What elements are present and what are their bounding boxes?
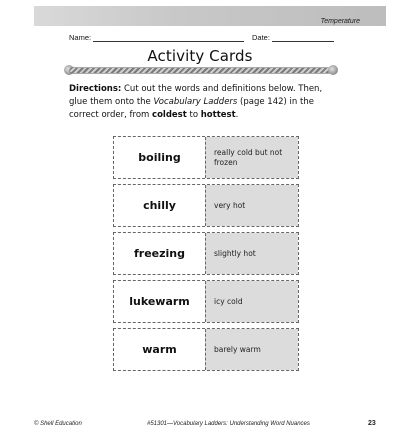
directions-text-2: (page 142) in the correct order, from [69,97,314,120]
name-label: Name: [69,33,92,42]
date-label: Date: [252,33,270,42]
card-row[interactable] [113,328,299,371]
card-definition: slightly hot [205,233,298,274]
card-word: boiling [138,151,181,164]
card-definition: very hot [205,185,298,226]
card-word: lukewarm [129,295,190,308]
directions-text-3: to [186,110,201,120]
card-row[interactable] [113,232,299,275]
card-definition: barely warm [205,329,298,370]
card-row[interactable] [113,184,299,227]
card-row[interactable] [113,136,299,179]
card-definition: really cold but not frozen [205,137,298,178]
rope-knot-right [328,65,338,75]
card-definition: icy cold [205,281,298,322]
card-word: chilly [143,199,176,212]
book-reference: #51301—Vocabulary Ladders: Understanding Word Nuances [147,421,310,427]
rope-divider [70,68,334,73]
name-line[interactable] [93,41,244,42]
card-row[interactable] [113,280,299,323]
directions-label: Directions: [69,84,122,94]
publisher-credit: © Shell Education [34,421,82,427]
page-number: 23 [368,420,376,427]
directions-text-1: Cut out the words and definitions below. Then, glue them onto the [69,84,323,107]
card-word: freezing [133,247,185,260]
directions-text-4: . [235,110,239,120]
coldest-word: coldest [152,110,187,120]
topic-label: Temperature [320,18,360,25]
directions [69,83,341,122]
date-line[interactable] [272,41,334,42]
book-title: Vocabulary Ladders [153,97,238,107]
hottest-word: hottest [200,110,236,120]
page-title: Activity Cards [147,47,253,65]
card-word: warm [142,343,177,356]
